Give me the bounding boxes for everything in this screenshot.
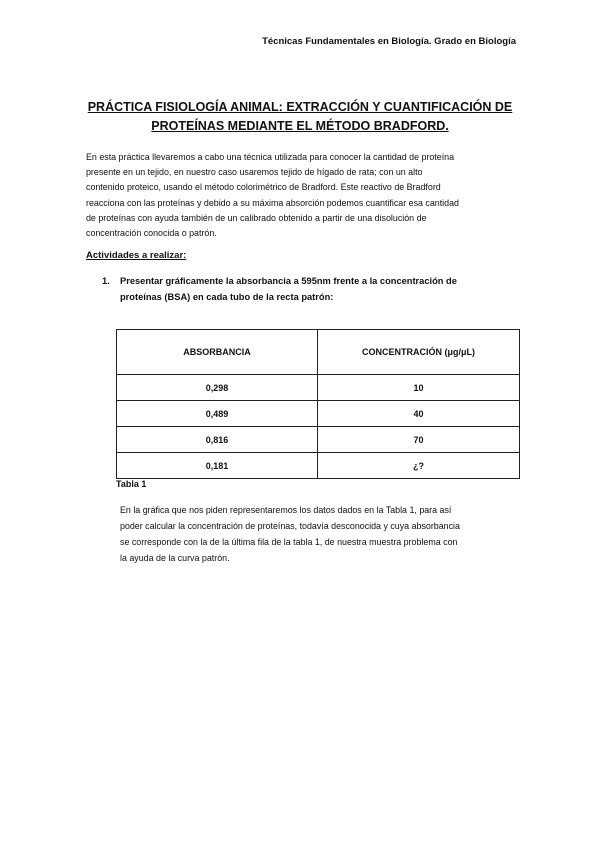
table-row (117, 401, 520, 427)
activities-heading: Actividades a realizar: (86, 250, 187, 261)
column-header-concentration: CONCENTRACIÓN (μg/μL) (318, 330, 520, 375)
table-row (117, 375, 520, 401)
absorbance-cell: 0,816 (117, 427, 318, 453)
intro-line: reacciona con las proteínas y debido a su máxima absorción podemos cuantificar esa cantidad (86, 197, 459, 208)
title-line-2: PROTEÍNAS MEDIANTE EL MÉTODO BRADFORD. (151, 119, 449, 133)
explanation-line: En la gráfica que nos piden representaremos los datos dados en la Tabla 1, para así (120, 505, 452, 515)
running-header: Técnicas Fundamentales en Biología. Grado en Biología (262, 36, 516, 47)
intro-line: contenido proteico, usando el método colorimétrico de Bradford. Este reactivo de Bradford (86, 182, 441, 193)
task-line-1: Presentar gráficamente la absorbancia a 595nm frente a la concentración de (120, 276, 457, 286)
task-number: 1. (102, 276, 110, 286)
intro-line: concentración conocida o patrón. (86, 228, 217, 239)
intro-paragraph (86, 150, 518, 241)
concentration-cell: 70 (318, 427, 520, 453)
explanation-paragraph (120, 502, 522, 566)
data-table (116, 329, 520, 479)
intro-line: En esta práctica llevaremos a cabo una técnica utilizada para conocer la cantidad de proteína (86, 152, 455, 162)
table-row (117, 453, 520, 479)
intro-line: de proteínas con ayuda también de un calibrado obtenido a partir de una disolución de (86, 212, 427, 223)
column-header-absorbance: ABSORBANCIA (117, 330, 318, 375)
table-header-row (117, 330, 520, 375)
absorbance-cell: 0,489 (117, 401, 318, 427)
explanation-line: se corresponde con la de la última fila de la tabla 1, de nuestra muestra problema con (120, 537, 458, 547)
table-row (117, 427, 520, 453)
title-line-1: PRÁCTICA FISIOLOGÍA ANIMAL: EXTRACCIÓN Y CUANTIFICACIÓN DE (87, 100, 513, 114)
intro-line: presente en un tejido, en nuestro caso usaremos tejido de hígado de rata; con un alto (86, 167, 423, 178)
task-line-2: proteínas (BSA) en cada tubo de la recta patrón: (120, 292, 334, 302)
absorbance-cell: 0,298 (117, 375, 318, 401)
concentration-cell: 10 (318, 375, 520, 401)
concentration-cell: 40 (318, 401, 520, 427)
table-caption: Tabla 1 (116, 479, 147, 489)
page-title (82, 98, 518, 136)
concentration-cell: ¿? (318, 453, 520, 479)
explanation-line: la ayuda de la curva patrón. (120, 553, 230, 563)
absorbance-cell: 0,181 (117, 453, 318, 479)
explanation-line: poder calcular la concentración de proteínas, todavía desconocida y cuya absorbancia (120, 521, 460, 531)
task-text (120, 273, 457, 305)
